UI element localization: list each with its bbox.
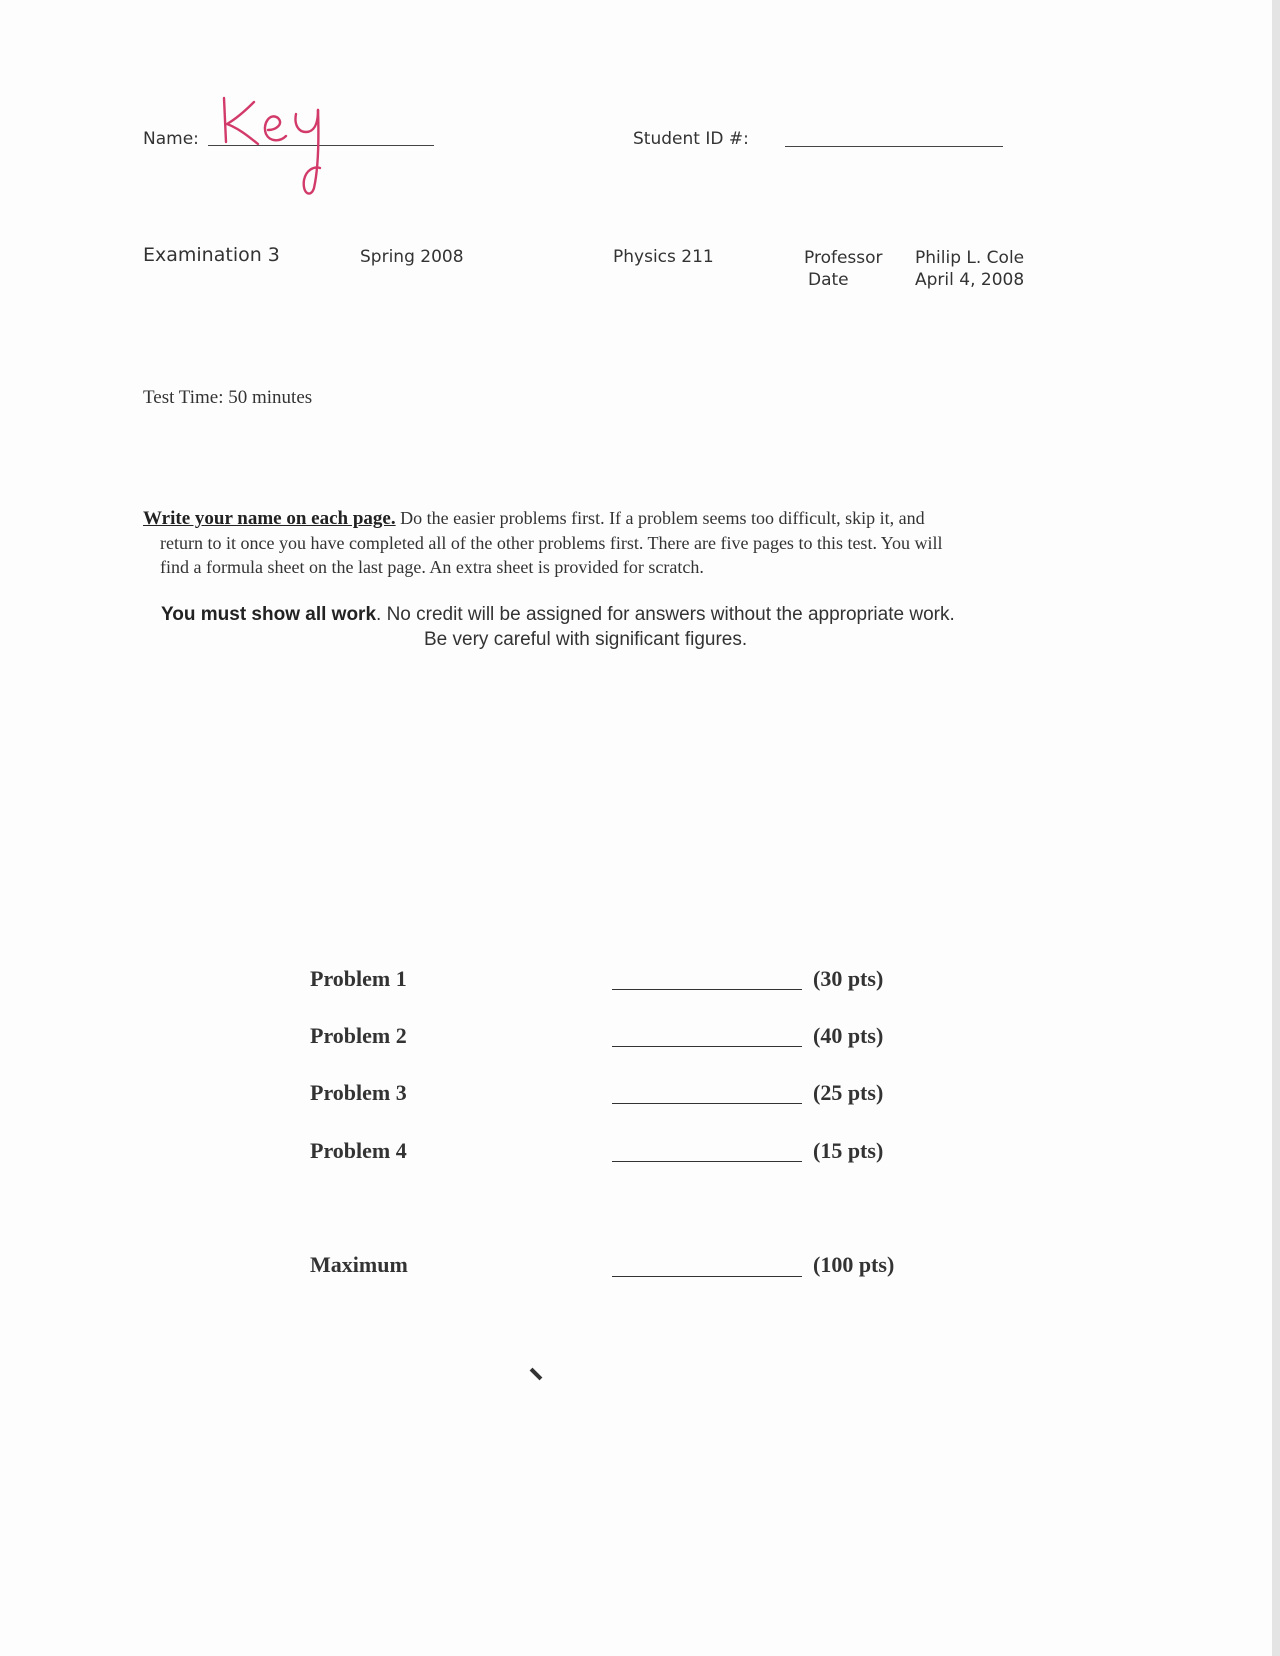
maximum-label: Maximum xyxy=(310,1252,408,1277)
problem-2-label: Problem 2 xyxy=(310,1023,407,1048)
term-label: Spring 2008 xyxy=(360,247,464,267)
scan-edge xyxy=(1272,0,1280,1656)
show-work-line xyxy=(161,604,955,626)
problem-1-score-line xyxy=(612,989,802,990)
show-work-rest: . No credit will be assigned for answers without the appropriate work. xyxy=(376,604,955,625)
problem-3-score-line xyxy=(612,1103,802,1104)
problem-1-points: (30 pts) xyxy=(813,966,884,991)
problem-4-label: Problem 4 xyxy=(310,1138,407,1163)
instructions-line3: find a formula sheet on the last page. An extra sheet is provided for scratch. xyxy=(160,557,704,577)
problem-4-score-line xyxy=(612,1161,802,1162)
course-label: Physics 211 xyxy=(613,247,714,267)
name-label: Name: xyxy=(143,129,199,149)
date-label: Date xyxy=(808,270,849,290)
test-time: Test Time: 50 minutes xyxy=(143,387,313,408)
professor-name: Philip L. Cole xyxy=(915,248,1025,268)
show-work-bold: You must show all work xyxy=(161,604,377,625)
maximum-score-line xyxy=(612,1276,802,1277)
student-id-label: Student ID #: xyxy=(633,129,749,149)
exam-title: Examination 3 xyxy=(143,244,280,266)
problem-4-points: (15 pts) xyxy=(813,1138,884,1163)
exam-date: April 4, 2008 xyxy=(915,270,1025,290)
sig-figs-line: Be very careful with significant figures. xyxy=(424,629,748,650)
handwritten-name-key xyxy=(214,80,354,200)
problem-3-label: Problem 3 xyxy=(310,1080,407,1105)
instructions-line2: return to it once you have completed all of the other problems first. There are five pages to this test. You will xyxy=(160,533,943,553)
instructions-paragraph xyxy=(143,506,1103,579)
problem-2-score-line xyxy=(612,1046,802,1047)
instructions-lead: Write your name on each page. xyxy=(143,508,396,529)
instructions-line1: Do the easier problems first. If a problem seems too difficult, skip it, and xyxy=(395,508,925,528)
stray-pen-mark xyxy=(530,1368,543,1381)
maximum-points: (100 pts) xyxy=(813,1252,895,1277)
problem-3-points: (25 pts) xyxy=(813,1080,884,1105)
problem-2-points: (40 pts) xyxy=(813,1023,884,1048)
professor-label: Professor xyxy=(804,248,883,268)
problem-1-label: Problem 1 xyxy=(310,966,407,991)
student-id-underline xyxy=(785,146,1003,147)
